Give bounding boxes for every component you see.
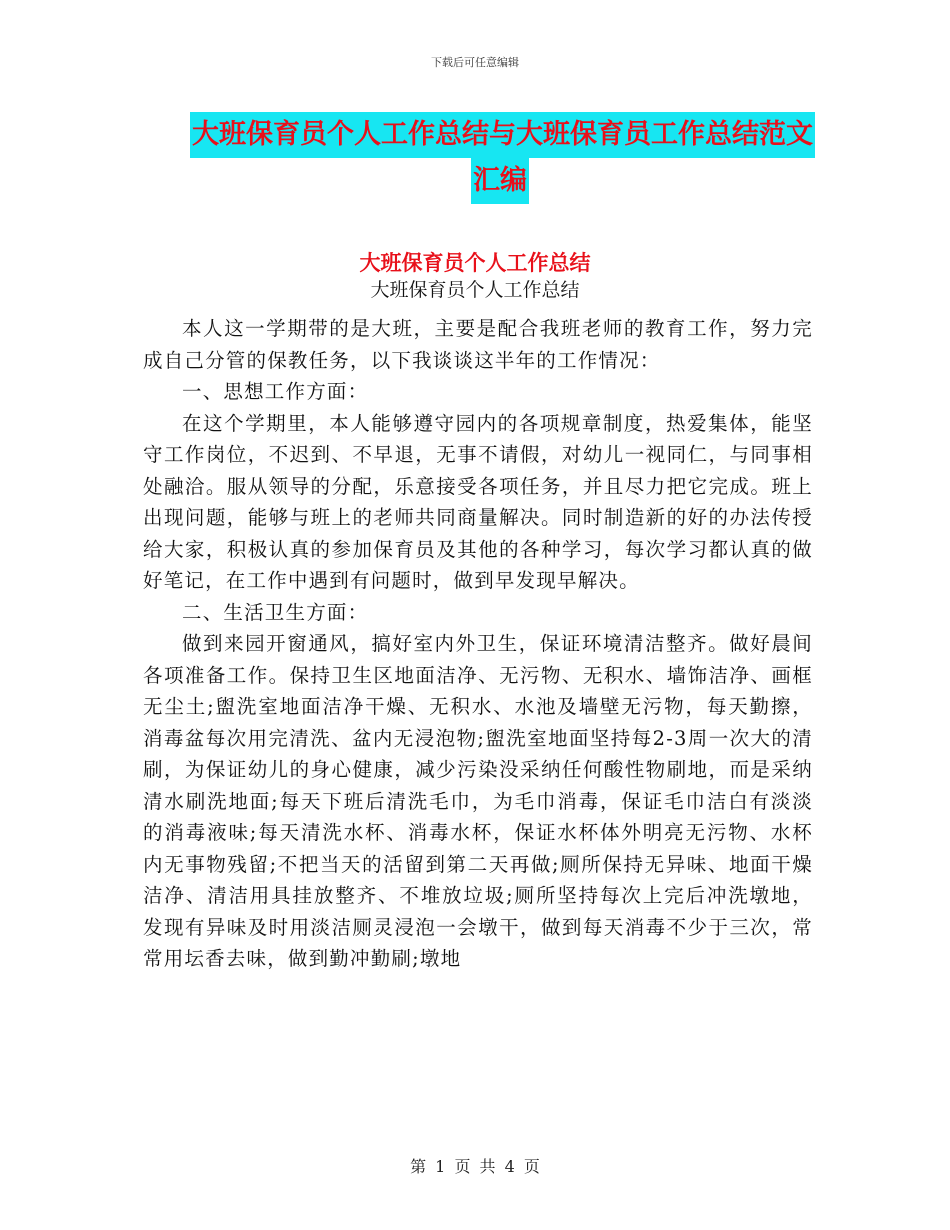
paragraph-intro: 本人这一学期带的是大班，主要是配合我班老师的教育工作，努力完成自己分管的保教任务，以下我谈谈这半年的工作情况： <box>143 317 813 372</box>
heading-life-hygiene: 二、生活卫生方面： <box>182 600 369 624</box>
paragraph-life-hygiene: 做到来园开窗通风，搞好室内外卫生，保证环境清洁整齐。做好晨间各项准备工作。保持卫生区地面洁净、无污物、无积水、墙饰洁净、画框无尘土;盥洗室地面洁净干燥、无积水、水池及墙壁无污物，每天勤擦，消毒盆每次用完清洗、盆内无浸泡物;盥洗室地面坚持每2-3周一次大的清刷，为保证幼儿的身心健康，减少污染没采纳任何酸性物刷地，而是采纳清水刷洗地面;每天下班后清洗毛巾，为毛巾消毒，保证毛巾洁白有淡淡的消毒液味;每天清洗水杯、消毒水杯，保证水杯体外明亮无污物、水杯内无事物残留;不把当天的活留到第二天再做;厕所保持无异味、地面干燥洁净、清洁用具挂放整齐、不堆放垃圾;厕所坚持每次上完后冲洗墩地，发现有异味及时用淡洁厕灵浸泡一会墩干，做到每天消毒不少于三次，常常用坛香去味，做到勤冲勤刷;墩地 <box>143 632 813 970</box>
paragraph-thought-work: 在这个学期里，本人能够遵守园内的各项规章制度，热爱集体，能坚守工作岗位，不迟到、不早退，无事不请假，对幼儿一视同仁，与同事相处融洽。服从领导的分配，乐意接受各项任务，并且尽力把它完成。班上出现问题，能够与班上的老师共同商量解决。同时制造新的好的办法传授给大家，积极认真的参加保育员及其他的各种学习，每次学习都认真的做好笔记，在工作中遇到有问题时，做到早发现早解决。 <box>143 411 813 592</box>
heading-thought-work: 一、思想工作方面： <box>182 380 369 403</box>
page-footer: 第 1 页 共 4 页 <box>410 1157 540 1176</box>
header-note: 下载后可任意编辑 <box>431 56 519 69</box>
section-title: 大班保育员个人工作总结 <box>359 251 591 275</box>
section-subtitle: 大班保育员个人工作总结 <box>370 279 580 301</box>
document-title-line-2: 汇编 <box>471 158 529 204</box>
document-title <box>190 112 813 204</box>
document-body <box>143 313 813 975</box>
document-title-line-1: 大班保育员个人工作总结与大班保育员工作总结范文 <box>190 112 815 158</box>
